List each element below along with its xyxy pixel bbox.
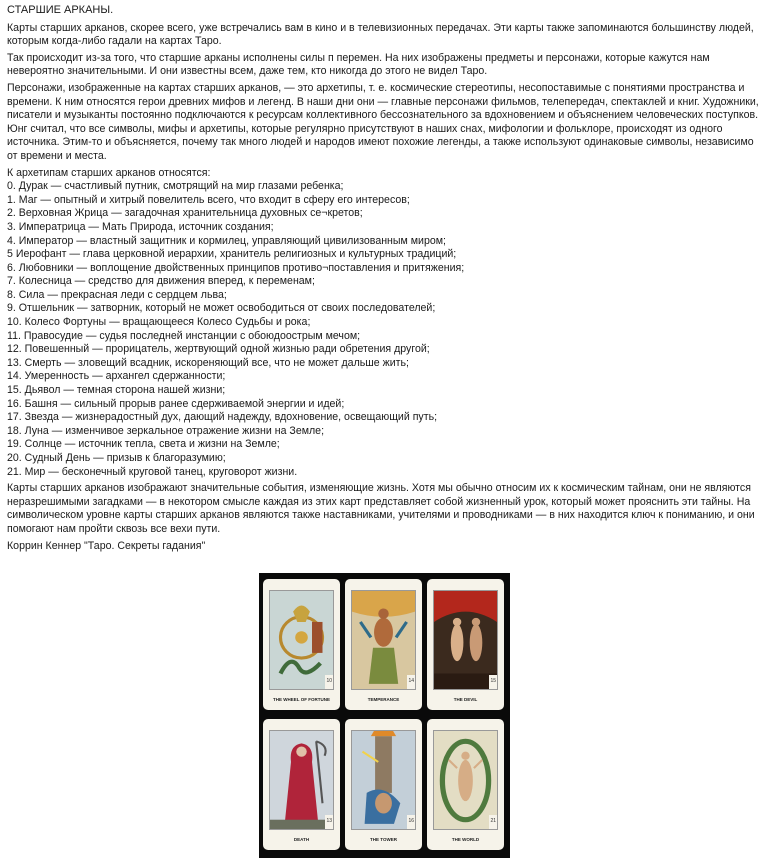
card-number: 15 (489, 675, 497, 689)
card-number: 21 (489, 815, 497, 829)
list-item: 3. Императрица — Мать Природа, источник создания; (7, 220, 274, 233)
list-item: 18. Луна — изменчивое зеркальное отражение жизни на Земле; (7, 424, 325, 437)
list-item: 1. Маг — опытный и хитрый повелитель всего, что входит в сферу его интересов; (7, 193, 410, 206)
card-illustration (433, 730, 498, 830)
paragraph-meaning: Карты старших арканов изображают значительные события, изменяющие жизнь. Хотя мы обычно относим их к космическим тайнам, они не являются неразрешимыми загадками — в некотором смысле каждая из этих карт представляет собой жизненный урок, который может прояснить эти тайны. На символическом уровне карты старших арканов являются также наставниками, учителями и проводниками — в них находится ключ к пониманию, и они помогают нам пройти сквозь все вехи пути. (7, 482, 755, 535)
list-item: 15. Дьявол — темная сторона нашей жизни; (7, 384, 226, 397)
list-item: 5 Иерофант — глава церковной иерархии, хранитель религиозных и культурных традиций; (7, 248, 457, 261)
arcana-list (7, 180, 761, 479)
list-item: 16. Башня — сильный прорыв ранее сдерживаемой энергии и идей; (7, 397, 345, 410)
list-item: 9. Отшельник — затворник, который не может освободиться от своих последователей; (7, 302, 436, 315)
list-item: 12. Повешенный — прорицатель, жертвующий одной жизнью ради обретения другой; (7, 343, 430, 356)
tarot-card (427, 579, 504, 710)
list-item: 4. Император — властный защитник и кормилец, управляющий цивилизованным миром; (7, 234, 446, 247)
card-number: 14 (407, 675, 415, 689)
list-item: 21. Мир — бесконечный круговой танец, круговорот жизни. (7, 465, 298, 478)
tarot-card (345, 579, 422, 710)
card-caption: TEMPERANCE (367, 697, 400, 702)
paragraph-archetypes: Персонажи, изображенные на картах старших арканов, — это архетипы, т. е. космические стереотипы, несопоставимые с понятиями пространства и времени. К ним относятся герои древних мифов и легенд. В наши дни они — главные персонажи фильмов, телепередач, спектаклей и книг. Художники, писатели и музыканты постоянно подключаются к ресурсам коллективного бессознательного за вдохновением и объяснением человеческих поступков. Юнг считал, что все символы, мифы и архетипы, которые регулярно присутствуют в наших снах, мифологии и фольклоре, происходят из одного источника. Этим-то и объясняется, почему так много людей и народов имеют похожие легенды, а также используют одинаковые символы, независимо от времени и места. (7, 81, 759, 162)
list-item: 0. Дурак — счастливый путник, смотрящий на мир глазами ребенка; (7, 180, 344, 193)
paragraph-intro: Карты старших арканов, скорее всего, уже встречались вам в кино и в телевизионных передачах. Эти карты также запоминаются большинству людей, которым когда-либо гадали на картах Таро. (7, 21, 754, 48)
citation: Коррин Кеннер "Таро. Секреты гадания" (7, 539, 206, 552)
list-intro: К архетипам старших арканов относятся: (7, 166, 211, 179)
card-illustration (351, 590, 416, 690)
tarot-card (345, 719, 422, 850)
card-caption: THE TOWER (370, 837, 397, 842)
card-illustration (269, 590, 334, 690)
list-item: 14. Умеренность — архангел сдержанности; (7, 370, 226, 383)
card-caption: THE WORLD (451, 837, 480, 842)
list-item: 11. Правосудие — судья последней инстанции с обоюдоострым мечом; (7, 329, 361, 342)
tarot-card (263, 719, 340, 850)
card-number: 13 (325, 815, 333, 829)
list-item: 19. Солнце — источник тепла, света и жизни на Земле; (7, 438, 280, 451)
list-item: 17. Звезда — жизнерадостный дух, дающий надежду, вдохновение, освещающий путь; (7, 411, 438, 424)
tarot-cards-image (259, 573, 510, 858)
list-item: 2. Верховная Жрица — загадочная хранительница духовных се¬кретов; (7, 207, 363, 220)
card-number: 16 (407, 815, 415, 829)
card-illustration (433, 590, 498, 690)
tarot-card (427, 719, 504, 850)
card-caption: THE WHEEL OF FORTUNE (273, 697, 330, 702)
page-title: СТАРШИЕ АРКАНЫ. (7, 4, 114, 16)
card-caption: THE DEVIL (453, 697, 478, 702)
paragraph-power: Так происходит из-за того, что старшие арканы исполнены силы п перемен. На них изображены предметы и персонажи, которые кажутся нам невероятно значительными. И они известны всем, даже тем, кто никогда до этого не видел Таро. (7, 51, 710, 78)
list-item: 10. Колесо Фортуны — вращающееся Колесо Судьбы и рока; (7, 316, 311, 329)
list-item: 7. Колесница — средство для движения вперед, к переменам; (7, 275, 315, 288)
list-item: 13. Смерть — зловещий всадник, искореняющий все, что не может дальше жить; (7, 356, 409, 369)
card-illustration (269, 730, 334, 830)
card-caption: DEATH (293, 837, 310, 842)
card-illustration (351, 730, 416, 830)
list-item: 8. Сила — прекрасная леди с сердцем льва; (7, 288, 227, 301)
list-item: 6. Любовники — воплощение двойственных принципов противо¬поставления и притяжения; (7, 261, 465, 274)
card-number: 10 (325, 675, 333, 689)
list-item: 20. Судный День — призыв к благоразумию; (7, 452, 226, 464)
tarot-card (263, 579, 340, 710)
